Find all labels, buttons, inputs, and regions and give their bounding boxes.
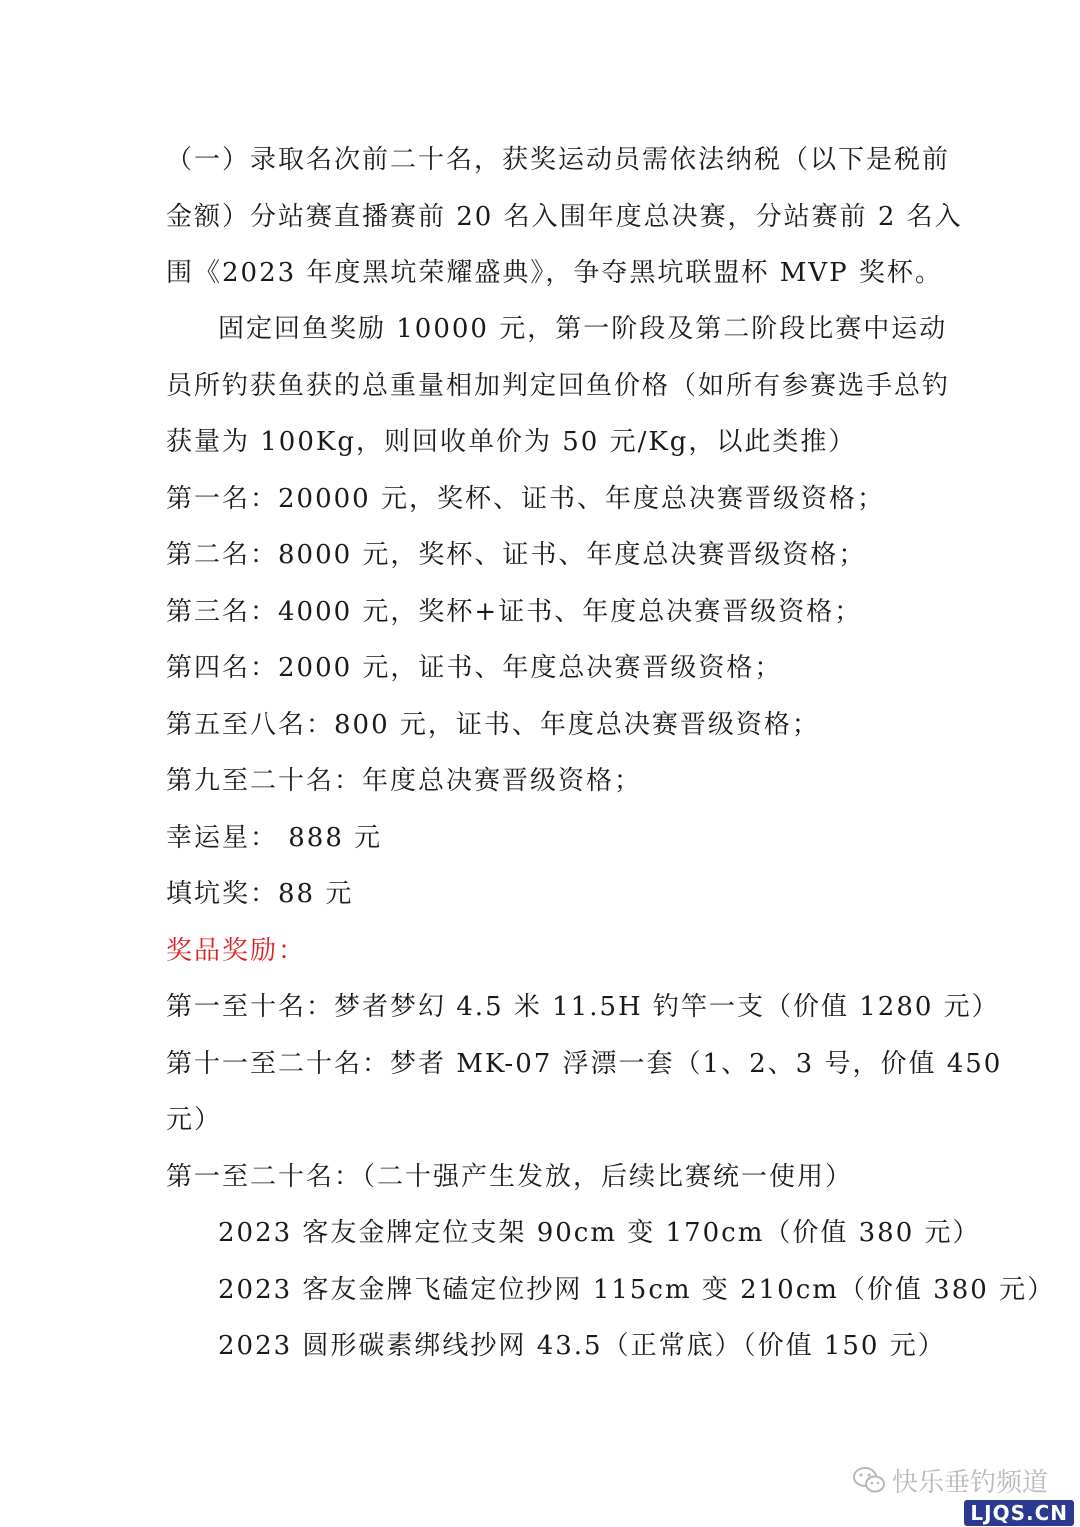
section-heading: 奖品奖励： (166, 936, 307, 966)
award-item: 2023 圆形碳素绑线抄网 43.5（正常底）（价值 150 元） (218, 1331, 946, 1361)
paragraph-line: 围《2023 年度黑坑荣耀盛典》，争夺黑坑联盟杯 MVP 奖杯。 (166, 258, 943, 288)
prize-line: 第一名：20000 元，奖杯、证书、年度总决赛晋级资格； (166, 484, 885, 514)
watermark (852, 1462, 1048, 1498)
award-item: 2023 客友金牌定位支架 90cm 变 170cm（价值 380 元） (218, 1218, 981, 1248)
wechat-icon (852, 1465, 886, 1495)
paragraph-line: 获量为 100Kg，则回收单价为 50 元/Kg，以此类推） (166, 427, 857, 457)
paragraph-line: 员所钓获鱼获的总重量相加判定回鱼价格（如所有参赛选手总钓 (166, 371, 951, 401)
award-line: 元） (166, 1105, 223, 1135)
watermark-text: 快乐垂钓频道 (891, 1467, 1048, 1498)
award-line: 第一至十名：梦者梦幻 4.5 米 11.5H 钓竿一支（价值 1280 元） (166, 992, 1000, 1022)
prize-line: 第三名：4000 元，奖杯+证书、年度总决赛晋级资格； (166, 597, 863, 627)
award-line: 第十一至二十名：梦者 MK-07 浮漂一套（1、2、3 号，价值 450 (166, 1049, 1003, 1079)
paragraph-line: 固定回鱼奖励 10000 元，第一阶段及第二阶段比赛中运动 (218, 314, 948, 344)
prize-line: 第九至二十名：年度总决赛晋级资格； (166, 766, 643, 796)
prize-line: 幸运星： 888 元 (166, 823, 383, 853)
prize-line: 第二名：8000 元，奖杯、证书、年度总决赛晋级资格； (166, 540, 867, 570)
award-item: 2023 客友金牌飞磕定位抄网 115cm 变 210cm（价值 380 元） (218, 1275, 1056, 1305)
paragraph-line: 金额）分站赛直播赛前 20 名入围年度总决赛，分站赛前 2 名入 (166, 202, 963, 232)
prize-line: 第五至八名：800 元，证书、年度总决赛晋级资格； (166, 710, 820, 740)
paragraph-line: （一）录取名次前二十名，获奖运动员需依法纳税（以下是税前 (166, 145, 951, 175)
site-badge: LJQS.CN (964, 1500, 1074, 1526)
award-line: 第一至二十名：（二十强产生发放，后续比赛统一使用） (166, 1162, 854, 1192)
prize-line: 填坑奖：88 元 (166, 879, 354, 909)
prize-line: 第四名：2000 元，证书、年度总决赛晋级资格； (166, 653, 783, 683)
